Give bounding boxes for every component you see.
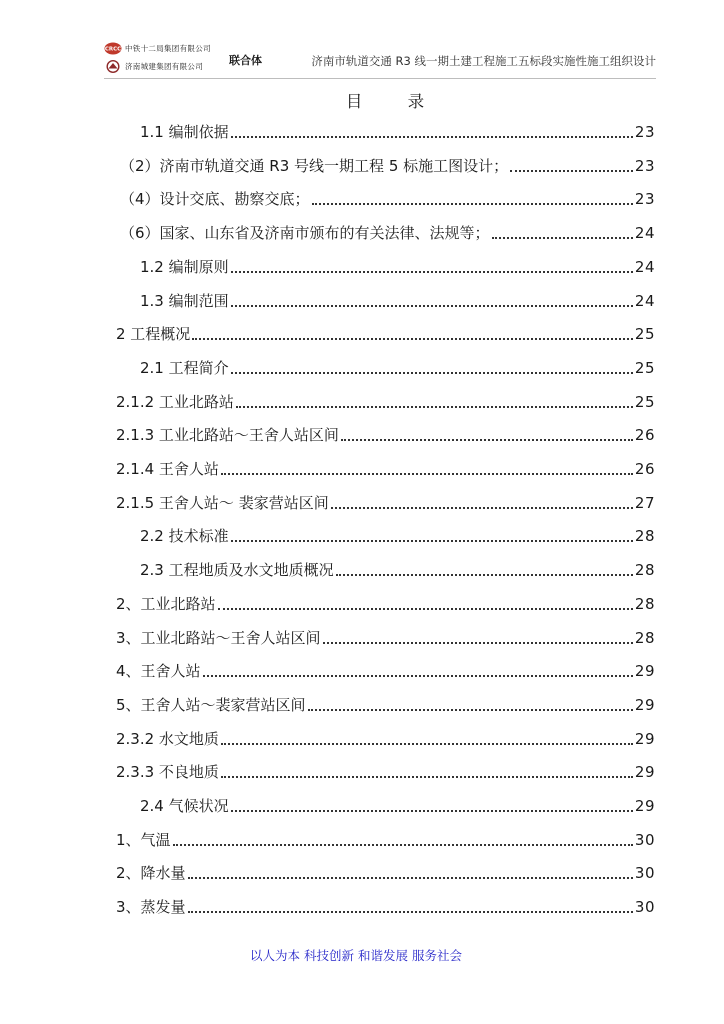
toc-entry-title: 1、气温 <box>116 830 171 849</box>
toc-entry-title: 2.3.3 不良地质 <box>116 763 219 782</box>
toc-entry-title: （4）设计交底、勘察交底； <box>120 190 310 209</box>
toc-page-number: 29 <box>634 797 655 815</box>
toc-page-number: 25 <box>634 358 655 377</box>
toc-dot-leader <box>221 473 633 475</box>
toc-page-number: 25 <box>634 392 655 411</box>
toc-page-number: 24 <box>634 291 655 310</box>
toc-entry[interactable] <box>116 861 655 885</box>
toc-page-number: 23 <box>634 123 655 141</box>
toc-entry-title: 4、王舍人站 <box>116 662 201 681</box>
toc-entry[interactable] <box>120 221 655 245</box>
svg-text:CRCC: CRCC <box>104 46 122 53</box>
toc-dot-leader <box>231 271 633 273</box>
toc-page-number: 30 <box>634 898 655 917</box>
toc-entry[interactable] <box>116 423 655 447</box>
toc-dot-leader <box>188 911 633 913</box>
toc-entry-title: 2.1.5 王舍人站～ 裴家营站区间 <box>116 493 329 512</box>
toc-dot-leader <box>203 675 633 677</box>
toc-entry[interactable] <box>116 659 655 683</box>
toc-page-number: 30 <box>634 830 655 849</box>
toc-dot-leader <box>492 237 633 239</box>
toc-entry-title: 2、降水量 <box>116 864 186 883</box>
toc-dot-leader <box>231 136 633 138</box>
toc-page-number: 26 <box>634 460 655 478</box>
toc-dot-leader <box>231 540 633 542</box>
toc-page-number: 25 <box>634 325 655 344</box>
toc-entry[interactable] <box>116 457 655 481</box>
toc-entry[interactable] <box>120 154 655 178</box>
toc-dot-leader <box>312 203 633 205</box>
toc-entry[interactable] <box>140 794 655 818</box>
toc-dot-leader <box>510 170 633 172</box>
toc-entry[interactable] <box>116 592 655 616</box>
toc-page-number: 27 <box>634 493 655 512</box>
toc-page-number: 30 <box>634 864 655 883</box>
toc-entry[interactable] <box>140 356 655 380</box>
toc-page-number: 28 <box>634 527 655 546</box>
toc-entry-title: 2.2 技术标准 <box>140 527 229 546</box>
toc-page-number: 24 <box>634 224 655 243</box>
toc-page-number: 26 <box>634 426 655 445</box>
joint-venture-label: 联合体 <box>229 54 262 67</box>
toc-page-number: 29 <box>634 729 655 748</box>
toc-page-number: 24 <box>634 257 655 276</box>
toc-entry[interactable] <box>140 558 655 582</box>
toc-dot-leader <box>221 776 633 778</box>
toc-page-number: 23 <box>634 156 655 175</box>
toc-entry-title: 3、蒸发量 <box>116 898 186 917</box>
toc-entry-title: 2.1 工程简介 <box>140 358 229 377</box>
toc-entry[interactable] <box>116 760 655 784</box>
toc-entry-title: 2 工程概况 <box>116 325 191 344</box>
toc-dot-leader <box>331 507 633 509</box>
toc-entry-title: 1.3 编制范围 <box>140 291 229 310</box>
toc-page-number: 29 <box>634 763 655 782</box>
toc-entry-title: 5、王舍人站～裴家营站区间 <box>116 695 306 714</box>
toc-page-number: 28 <box>634 628 655 647</box>
toc-entry-title: 2.3 工程地质及水文地质概况 <box>140 561 334 580</box>
toc-entry-title: （6）国家、山东省及济南市颁布的有关法律、法规等； <box>120 224 490 243</box>
toc-dot-leader <box>231 372 633 374</box>
toc-page-number: 29 <box>634 695 655 714</box>
toc-dot-leader <box>173 844 633 846</box>
toc-entry[interactable] <box>120 187 655 211</box>
toc-dot-leader <box>231 305 633 307</box>
document-title: 济南市轨道交通 R3 线一期土建工程施工五标段实施性施工组织设计 <box>311 54 656 68</box>
toc-entry[interactable] <box>140 120 655 144</box>
toc-dot-leader <box>221 743 633 745</box>
toc-dot-leader <box>336 574 633 576</box>
footer-motto: 以人为本 科技创新 和谐发展 服务社会 <box>250 948 462 963</box>
toc-entry-title: （2）济南市轨道交通 R3 号线一期工程 5 标施工图设计； <box>120 156 509 175</box>
toc-entry[interactable] <box>116 727 655 751</box>
toc-entry-title: 2.3.2 水文地质 <box>116 729 219 748</box>
toc-entry-title: 2.1.2 工业北路站 <box>116 392 234 411</box>
toc-entry-title: 2.1.3 工业北路站～王舍人站区间 <box>116 426 339 445</box>
toc-dot-leader <box>236 406 633 408</box>
toc-dot-leader <box>192 338 633 340</box>
toc-entry[interactable] <box>116 322 655 346</box>
toc-entry[interactable] <box>140 524 655 548</box>
toc-heading: 目 录 <box>345 92 445 111</box>
toc-entry[interactable] <box>116 626 655 650</box>
toc-dot-leader <box>323 642 633 644</box>
toc-entry[interactable] <box>140 255 655 279</box>
toc-entry[interactable] <box>140 289 655 313</box>
company-name-2: 济南城建集团有限公司 <box>125 62 203 71</box>
toc-page-number: 23 <box>634 190 655 209</box>
toc-entry-title: 2、工业北路站 <box>116 594 216 613</box>
toc-entry-title: 2.1.4 王舍人站 <box>116 460 219 478</box>
toc-entry[interactable] <box>116 828 655 852</box>
toc-entry-title: 3、工业北路站～王舍人站区间 <box>116 628 321 647</box>
toc-page-number: 28 <box>634 594 655 613</box>
toc-page-number: 29 <box>634 662 655 681</box>
toc-entry[interactable] <box>116 693 655 717</box>
toc-entry-title: 1.2 编制原则 <box>140 257 229 276</box>
toc-entry[interactable] <box>116 491 655 515</box>
toc-entry-title: 2.4 气候状况 <box>140 797 229 815</box>
toc-dot-leader <box>308 709 633 711</box>
toc-page-number: 28 <box>634 561 655 580</box>
toc-dot-leader <box>231 810 633 812</box>
toc-entry[interactable] <box>116 895 655 919</box>
toc-entry-title: 1.1 编制依据 <box>140 123 229 141</box>
toc-dot-leader <box>341 439 633 441</box>
toc-entry[interactable] <box>116 390 655 414</box>
toc-dot-leader <box>218 608 633 610</box>
company-name-1: 中铁十二局集团有限公司 <box>125 44 211 53</box>
toc-dot-leader <box>188 877 633 879</box>
